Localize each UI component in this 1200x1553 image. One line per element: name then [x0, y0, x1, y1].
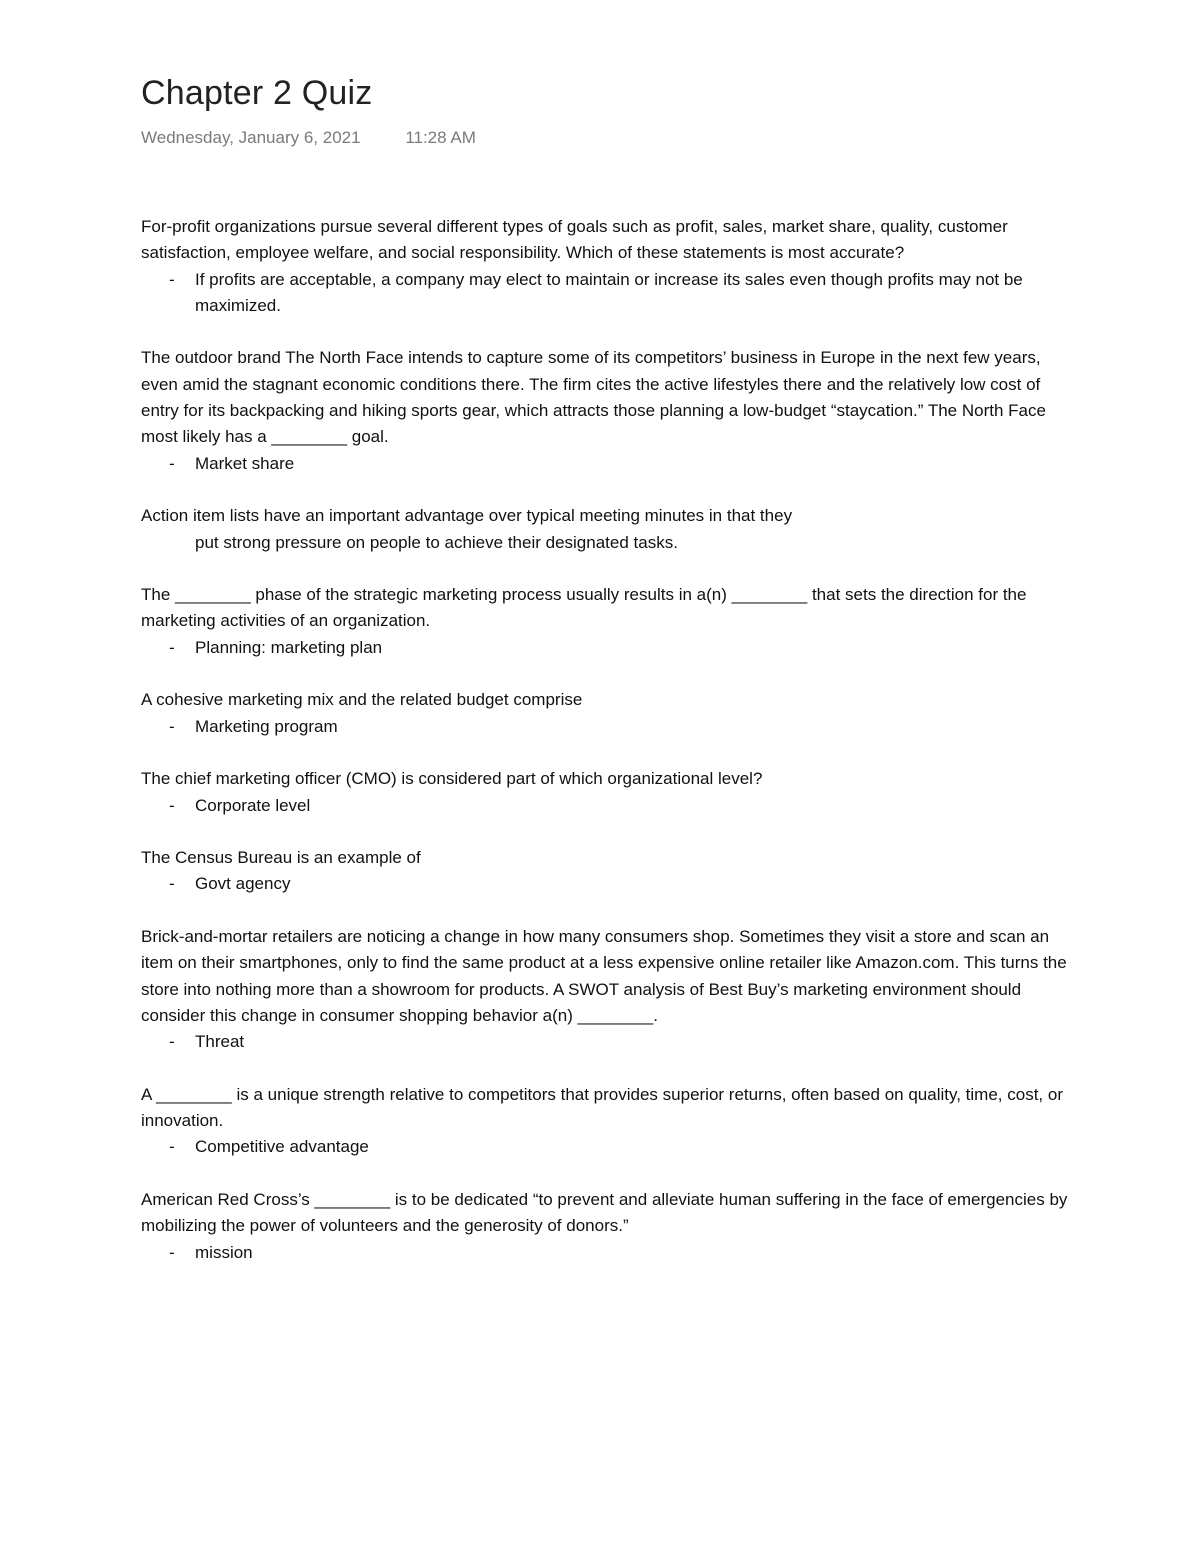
answer-item — [141, 267, 1071, 320]
answer-item — [141, 871, 1071, 897]
question-text: The Census Bureau is an example of — [141, 848, 421, 868]
quiz-item-10 — [141, 1187, 1071, 1266]
page-title: Chapter 2 Quiz — [141, 74, 373, 112]
answer-item — [141, 1029, 1071, 1055]
quiz-item-3 — [141, 503, 1071, 556]
answer-text: Planning: marketing plan — [195, 637, 383, 657]
answer-text: Market share — [195, 453, 295, 473]
answer-text: Marketing program — [195, 716, 338, 736]
bullet-dash: - — [169, 795, 175, 815]
answer-item — [141, 635, 1071, 661]
answer-text: If profits are acceptable, a company may elect to maintain or increase its sales even though profits may not be maximized. — [195, 269, 1023, 315]
answer-item — [141, 714, 1071, 740]
bullet-dash: - — [169, 1032, 175, 1052]
quiz-item-6 — [141, 766, 1071, 819]
page-metadata — [141, 128, 476, 148]
quiz-item-4 — [141, 582, 1071, 661]
quiz-item-9 — [141, 1082, 1071, 1161]
question-text: The ________ phase of the strategic marketing process usually results in a(n) ________ that sets the direction for the marketing activities of an organization. — [141, 585, 1027, 631]
answer-item — [141, 1134, 1071, 1160]
page-time: 11:28 AM — [405, 128, 476, 147]
question-text: A cohesive marketing mix and the related budget comprise — [141, 690, 583, 710]
question-text: Action item lists have an important advantage over typical meeting minutes in that they — [141, 506, 793, 526]
bullet-dash: - — [169, 269, 175, 289]
answer-text: Threat — [195, 1032, 245, 1052]
answer-item — [141, 1240, 1071, 1266]
quiz-content — [141, 214, 1071, 1292]
answer-text: Govt agency — [195, 874, 291, 894]
bullet-dash: - — [169, 453, 175, 473]
quiz-item-2 — [141, 345, 1071, 476]
bullet-dash: - — [169, 1137, 175, 1157]
question-text: The outdoor brand The North Face intends to capture some of its competitors’ business in Europe in the next few years, even amid the stagnant economic conditions there. The firm cites the active lifestyles there and the relatively low cost of entry for its backpacking and hiking sports gear, which attracts those planning a low-budget “staycation.” The North Face most likely has a ________ goal. — [141, 348, 1046, 447]
bullet-dash: - — [169, 1242, 175, 1262]
quiz-item-5 — [141, 687, 1071, 740]
page-date: Wednesday, January 6, 2021 — [141, 128, 361, 147]
question-text: American Red Cross’s ________ is to be dedicated “to prevent and alleviate human suffering in the face of emergencies by mobilizing the power of volunteers and the generosity of donors.” — [141, 1189, 1068, 1236]
answer-item — [141, 451, 1071, 477]
bullet-dash: - — [169, 637, 175, 657]
bullet-dash: - — [169, 716, 175, 736]
quiz-item-7 — [141, 845, 1071, 898]
answer-text: mission — [195, 1242, 253, 1262]
answer-text: Competitive advantage — [195, 1137, 369, 1157]
answer-text: put strong pressure on people to achieve their designated tasks. — [195, 532, 678, 552]
question-text: Brick-and-mortar retailers are noticing a change in how many consumers shop. Sometimes they visit a store and scan an item on their smartphones, only to find the same product at a less expensive online retailer like Amazon.com. This turns the store into nothing more than a showroom for products. A SWOT analysis of Best Buy’s marketing environment should consider this change in consumer shopping behavior a(n) ________. — [141, 927, 1067, 1025]
answer-item — [141, 793, 1071, 819]
answer-item — [141, 530, 1071, 556]
question-text: The chief marketing officer (CMO) is considered part of which organizational level? — [141, 769, 763, 789]
bullet-dash: - — [169, 874, 175, 894]
question-text: For-profit organizations pursue several different types of goals such as profit, sales, market share, quality, customer satisfaction, employee welfare, and social responsibility. Which of these statements is most accurate? — [141, 217, 1008, 263]
quiz-item-8 — [141, 924, 1071, 1055]
quiz-item-1 — [141, 214, 1071, 319]
question-text: A ________ is a unique strength relative to competitors that provides superior returns, often based on quality, time, cost, or innovation. — [141, 1084, 1063, 1131]
answer-text: Corporate level — [195, 795, 311, 815]
